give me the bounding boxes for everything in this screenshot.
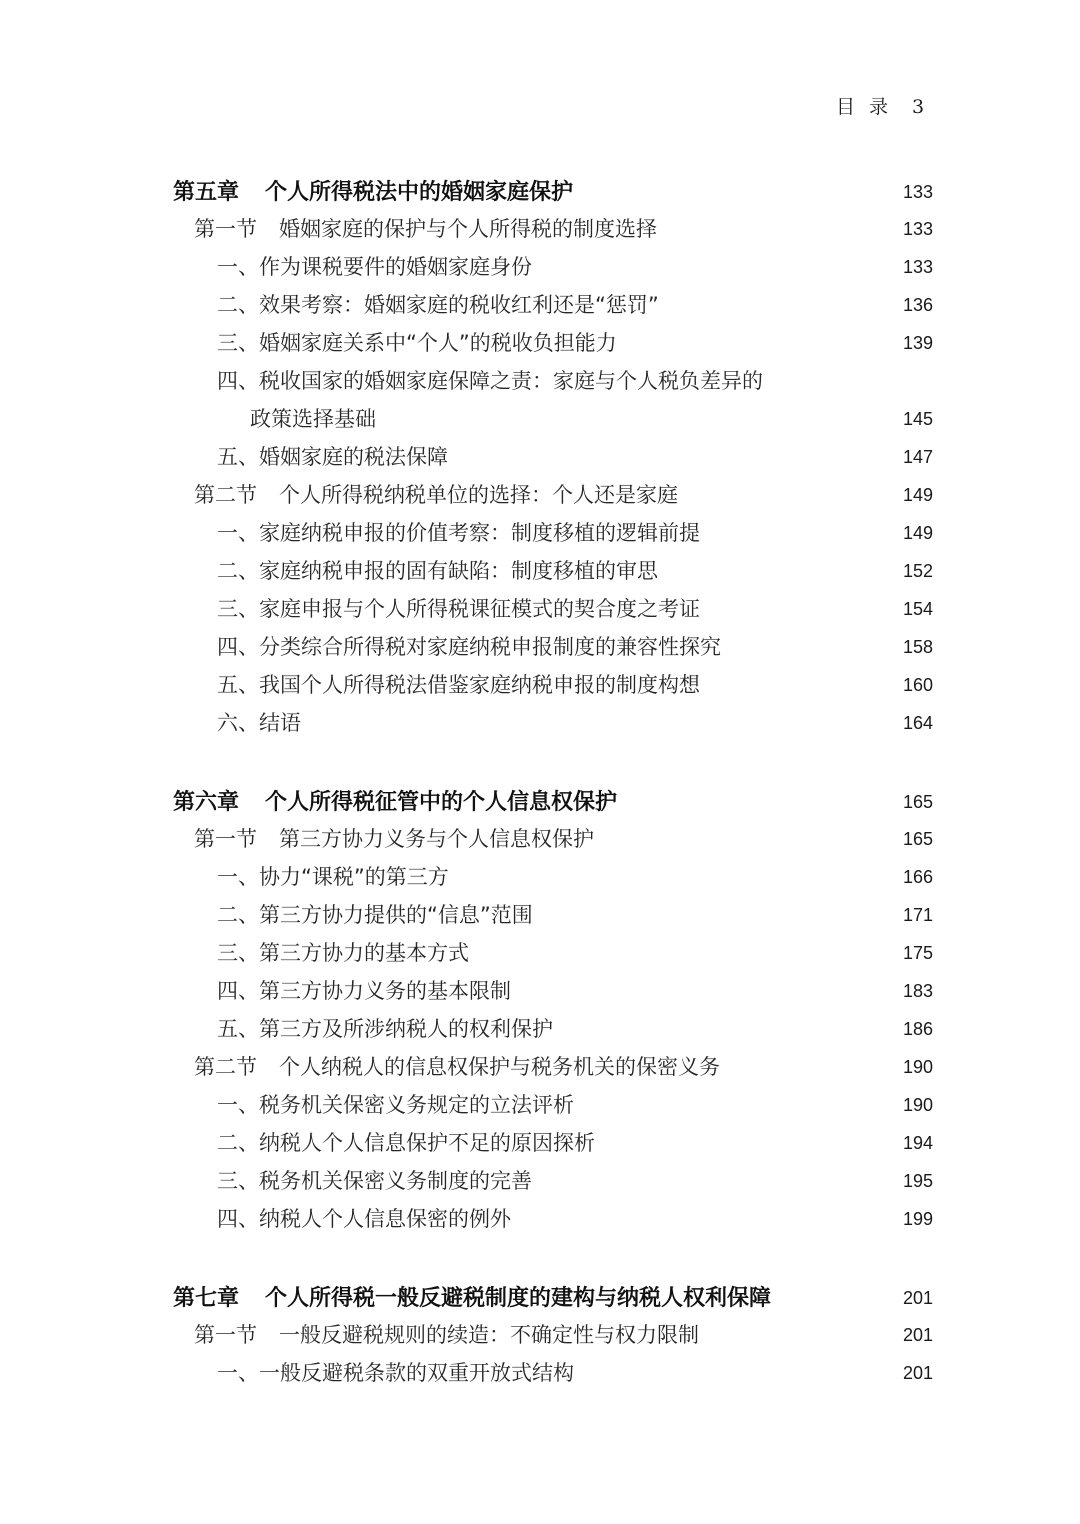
section-title: 个人所得税纳税单位的选择：个人还是家庭 xyxy=(279,483,678,507)
item-title: 四、分类综合所得税对家庭纳税申报制度的兼容性探究 xyxy=(217,635,721,659)
page-number: 147 xyxy=(902,447,933,467)
toc-section xyxy=(0,821,1080,857)
chapter-number: 第五章 xyxy=(173,179,240,205)
page-number: 201 xyxy=(902,1325,933,1345)
item-title: 四、税收国家的婚姻家庭保障之责：家庭与个人税负差异的 xyxy=(217,369,763,393)
toc-item xyxy=(0,1087,1080,1123)
page-number: 190 xyxy=(902,1095,933,1115)
item-title: 三、家庭申报与个人所得税课征模式的契合度之考证 xyxy=(217,597,700,621)
toc-item xyxy=(0,859,1080,895)
chapter-title: 个人所得税征管中的个人信息权保护 xyxy=(265,789,618,815)
page-number: 171 xyxy=(902,905,933,925)
item-title: 一、一般反避税条款的双重开放式结构 xyxy=(217,1361,574,1385)
section-title: 婚姻家庭的保护与个人所得税的制度选择 xyxy=(279,217,657,241)
item-title: 二、第三方协力提供的“信息”范围 xyxy=(217,903,533,927)
section-number: 第二节 xyxy=(194,1055,257,1079)
toc-section xyxy=(0,1049,1080,1085)
section-number: 第一节 xyxy=(194,217,257,241)
page-number: 190 xyxy=(902,1057,933,1077)
toc-item-continuation xyxy=(0,401,1080,437)
item-title: 一、家庭纳税申报的价值考察：制度移植的逻辑前提 xyxy=(217,521,700,545)
section-title: 第三方协力义务与个人信息权保护 xyxy=(279,827,594,851)
toc-section xyxy=(0,211,1080,247)
item-title: 二、效果考察：婚姻家庭的税收红利还是“惩罚” xyxy=(217,293,659,317)
section-number: 第一节 xyxy=(194,827,257,851)
chapter-title: 个人所得税法中的婚姻家庭保护 xyxy=(265,179,574,205)
item-title: 一、税务机关保密义务规定的立法评析 xyxy=(217,1093,574,1117)
item-title: 二、纳税人个人信息保护不足的原因探析 xyxy=(217,1131,595,1155)
toc-item xyxy=(0,973,1080,1009)
toc-item xyxy=(0,591,1080,627)
page-number: 194 xyxy=(902,1133,933,1153)
toc-item xyxy=(0,1163,1080,1199)
page-number: 149 xyxy=(902,523,933,543)
page-number: 149 xyxy=(902,485,933,505)
page-number: 164 xyxy=(902,713,933,733)
toc-section xyxy=(0,477,1080,513)
header-title: 目录 xyxy=(836,96,903,118)
chapter-number: 第六章 xyxy=(173,789,240,815)
page-number: 195 xyxy=(902,1171,933,1191)
item-title: 一、协力“课税”的第三方 xyxy=(217,865,449,889)
page-number: 160 xyxy=(902,675,933,695)
item-title: 三、第三方协力的基本方式 xyxy=(217,941,469,965)
toc-item xyxy=(0,1011,1080,1047)
item-title: 五、我国个人所得税法借鉴家庭纳税申报的制度构想 xyxy=(217,673,700,697)
header-page-number: 3 xyxy=(912,96,925,118)
toc-item xyxy=(0,667,1080,703)
toc-item xyxy=(0,1201,1080,1237)
toc-item xyxy=(0,553,1080,589)
toc-item xyxy=(0,897,1080,933)
page-number: 165 xyxy=(902,829,933,849)
toc-chapter-7 xyxy=(0,1280,1080,1316)
item-title: 一、作为课税要件的婚姻家庭身份 xyxy=(217,255,532,279)
chapter-title: 个人所得税一般反避税制度的建构与纳税人权利保障 xyxy=(265,1285,772,1311)
page-number: 165 xyxy=(902,792,933,812)
toc-chapter-5 xyxy=(0,174,1080,210)
page-number: 201 xyxy=(902,1363,933,1383)
toc-item xyxy=(0,1125,1080,1161)
section-number: 第二节 xyxy=(194,483,257,507)
item-title: 三、税务机关保密义务制度的完善 xyxy=(217,1169,532,1193)
page-number: 199 xyxy=(902,1209,933,1229)
page-number: 183 xyxy=(902,981,933,1001)
page-number: 158 xyxy=(902,637,933,657)
item-title: 三、婚姻家庭关系中“个人”的税收负担能力 xyxy=(217,331,617,355)
toc-item xyxy=(0,325,1080,361)
page-number: 166 xyxy=(902,867,933,887)
toc-item xyxy=(0,249,1080,285)
page-number: 133 xyxy=(902,182,933,202)
item-title: 六、结语 xyxy=(217,711,301,735)
page-number: 186 xyxy=(902,1019,933,1039)
page-number: 136 xyxy=(902,295,933,315)
toc-item xyxy=(0,515,1080,551)
page-number: 152 xyxy=(902,561,933,581)
section-number: 第一节 xyxy=(194,1323,257,1347)
page-number: 145 xyxy=(902,409,933,429)
item-title: 五、第三方及所涉纳税人的权利保护 xyxy=(217,1017,553,1041)
toc-chapter-6 xyxy=(0,784,1080,820)
toc-item xyxy=(0,705,1080,741)
item-title: 四、纳税人个人信息保密的例外 xyxy=(217,1207,511,1231)
item-title: 四、第三方协力义务的基本限制 xyxy=(217,979,511,1003)
toc-item xyxy=(0,629,1080,665)
section-title: 一般反避税规则的续造：不确定性与权力限制 xyxy=(279,1323,699,1347)
toc-section xyxy=(0,1317,1080,1353)
toc-item xyxy=(0,935,1080,971)
toc-item xyxy=(0,287,1080,323)
page-number: 139 xyxy=(902,333,933,353)
page-number: 133 xyxy=(902,219,933,239)
running-header xyxy=(836,92,924,119)
page-number: 154 xyxy=(902,599,933,619)
toc-item xyxy=(0,1355,1080,1391)
toc-item xyxy=(0,363,1080,399)
page-number: 133 xyxy=(902,257,933,277)
page-number: 201 xyxy=(902,1288,933,1308)
chapter-number: 第七章 xyxy=(173,1285,240,1311)
toc-item xyxy=(0,439,1080,475)
item-title: 政策选择基础 xyxy=(250,407,376,431)
item-title: 二、家庭纳税申报的固有缺陷：制度移植的审思 xyxy=(217,559,658,583)
page-number: 175 xyxy=(902,943,933,963)
section-title: 个人纳税人的信息权保护与税务机关的保密义务 xyxy=(279,1055,720,1079)
item-title: 五、婚姻家庭的税法保障 xyxy=(217,445,448,469)
